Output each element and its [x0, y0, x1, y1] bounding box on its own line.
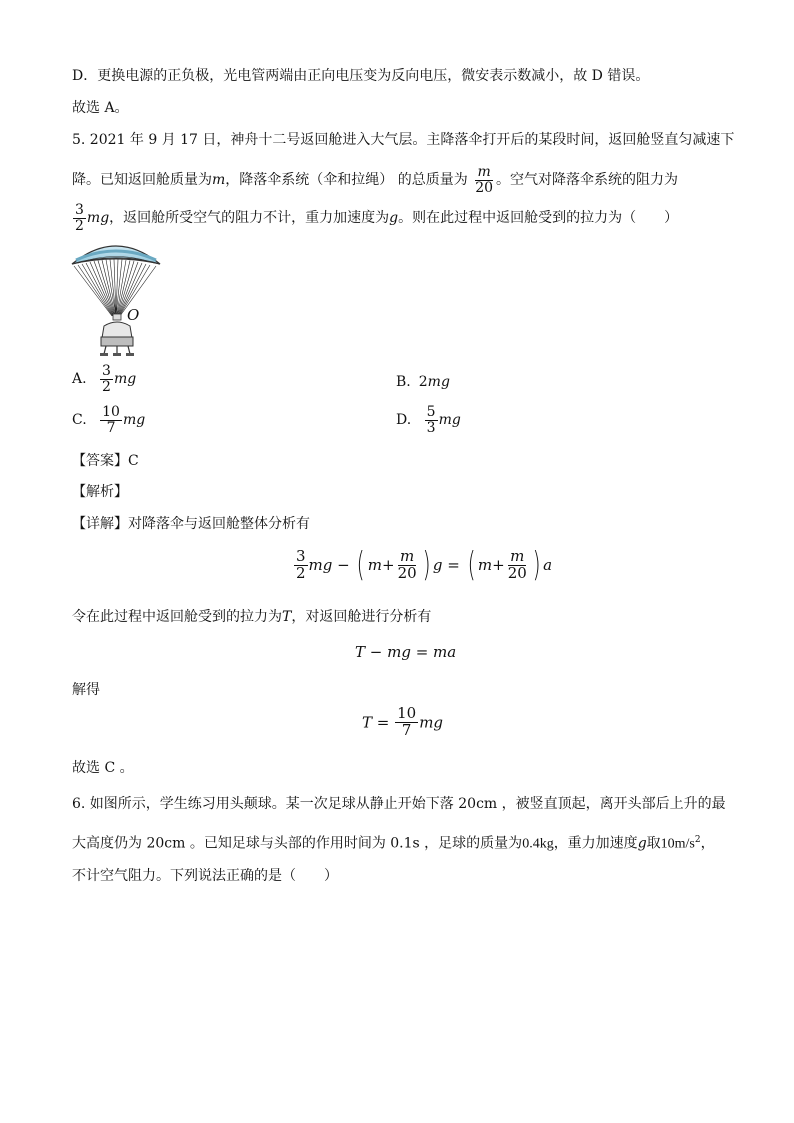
- option-b[interactable]: B. 2mg: [396, 374, 450, 390]
- detail-line: 【详解】对降落伞与返回舱整体分析有: [72, 516, 310, 532]
- question-5-line-3: $\frac{3}{2}$ mg，返回舱所受空气的阻力不计，重力加速度为g。则在此过程中返回舱受到的拉力为（ ）: [75, 201, 679, 234]
- choice-conclusion: 故选 A。: [72, 100, 129, 116]
- option-a[interactable]: A. $\frac{3}{2}$ mg: [72, 363, 137, 395]
- parachute-figure: [68, 238, 164, 360]
- question-6-line-2: 大高度仍为 20cm 。已知足球与头部的作用时间为 0.1s ，足球的质量为0.4kg，重力加速度g取$10m/s^2$，: [72, 835, 715, 852]
- equation-2: T − mg = ma: [355, 643, 457, 661]
- analysis-heading: 【解析】: [72, 484, 128, 500]
- option-d-explanation: D．更换电源的正负极，光电管两端由正向电压变为反向电压，微安表示数减小，故 D 错误。: [72, 68, 650, 84]
- tension-intro: 令在此过程中返回舱受到的拉力为T，对返回舱进行分析有: [72, 609, 432, 625]
- equation-3: T = $\frac{10}{7}$ mg: [362, 704, 444, 739]
- final-choice: 故选 C 。: [72, 760, 134, 776]
- solve-label: 解得: [72, 682, 100, 698]
- mass-fraction: $\frac{m}{20}$: [475, 163, 494, 196]
- question-6-line-3: 不计空气阻力。下列说法正确的是（ ）: [72, 868, 338, 884]
- answer-line: 【答案】C: [72, 453, 139, 469]
- question-5-line-1: 5. 2021 年 9 月 17 日，神舟十二号返回舱进入大气层。主降落伞打开后的某段时间，返回舱竖直匀减速下: [72, 132, 735, 148]
- option-c[interactable]: C. $\frac{10}{7}$ mg: [72, 404, 146, 436]
- question-5-line-2: 降。已知返回舱质量为m，降落伞系统（伞和拉绳） 的总质量为 $\frac{m}{20}$ 。空气对降落伞系统的阻力为: [72, 163, 679, 196]
- equation-1: $\frac{3}{2}$ mg − ( m+ $\frac{m}{20}$ ) g = ( m+ $\frac{m}{20}$ ) a: [296, 545, 553, 585]
- option-d[interactable]: D. $\frac{5}{3}$ mg: [396, 404, 461, 436]
- question-6-line-1: 6. 如图所示，学生练习用头颠球。某一次足球从静止开始下落 20cm ，被竖直顶起，离开头部后上升的最: [72, 796, 726, 812]
- resistance-fraction: $\frac{3}{2}$: [75, 201, 84, 234]
- figure-point-label: O: [127, 306, 140, 324]
